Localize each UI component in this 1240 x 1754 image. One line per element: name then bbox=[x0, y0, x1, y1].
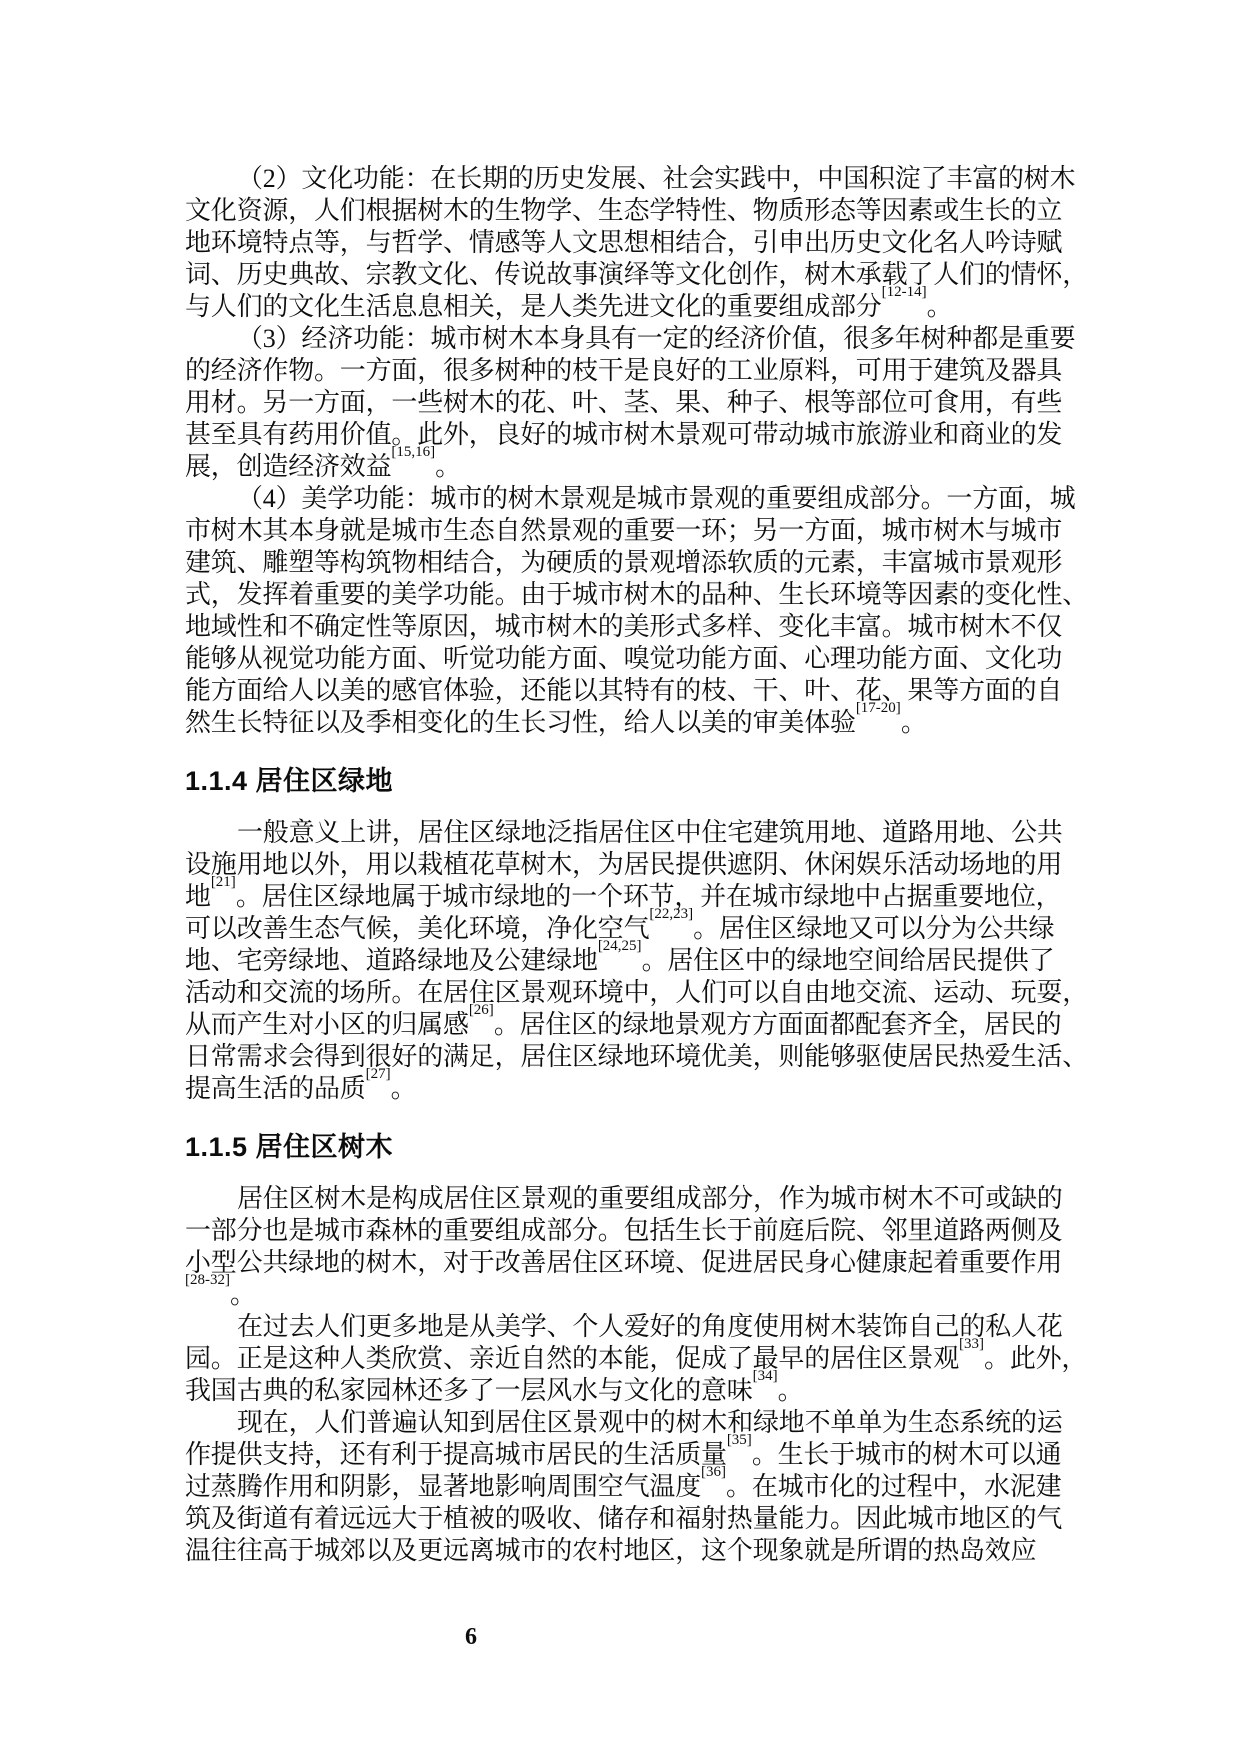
body-line: 文化资源，人们根据树木的生物学、生态学特性、物质形态等因素或生长的立 bbox=[185, 196, 1063, 225]
citation-ref: [22,23] bbox=[649, 906, 694, 923]
body-line: 建筑、雕塑等构筑物相结合，为硬质的景观增添软质的元素，丰富城市景观形 bbox=[185, 548, 1063, 577]
body-line: 提高生活的品质[27]。 bbox=[185, 1066, 417, 1103]
citation-ref: [34] bbox=[752, 1368, 778, 1385]
body-line: 居住区树木是构成居住区景观的重要组成部分，作为城市树木不可或缺的 bbox=[237, 1184, 1063, 1213]
citation-ref: [35] bbox=[726, 1432, 752, 1449]
citation-ref: [24,25] bbox=[597, 938, 642, 955]
body-line: 用材。另一方面，一些树木的花、叶、茎、果、种子、根等部位可食用，有些 bbox=[185, 388, 1063, 417]
body-line: 市树木其本身就是城市生态自然景观的重要一环；另一方面，城市树木与城市 bbox=[185, 516, 1063, 545]
body-line: 与人们的文化生活息息相关，是人类先进文化的重要组成部分[12-14]。 bbox=[185, 284, 953, 321]
document-content bbox=[185, 163, 1089, 1567]
citation-ref: [33] bbox=[959, 1336, 985, 1353]
body-line: 现在，人们普遍认知到居住区景观中的树木和绿地不单单为生态系统的运 bbox=[237, 1408, 1063, 1437]
body-line: 活动和交流的场所。在居住区景观环境中，人们可以自由地交流、运动、玩耍， bbox=[185, 978, 1089, 1007]
body-line: 然生长特征以及季相变化的生长习性，给人以美的审美体验[17-20]。 bbox=[185, 700, 927, 737]
body-line: 词、历史典故、宗教文化、传说故事演绎等文化创作，树木承载了人们的情怀， bbox=[185, 260, 1089, 289]
page-number: 6 bbox=[465, 1624, 477, 1650]
body-line: （4）美学功能：城市的树木景观是城市景观的重要组成部分。一方面，城 bbox=[237, 484, 1076, 513]
body-line: 甚至具有药用价值。此外，良好的城市树木景观可带动城市旅游业和商业的发 bbox=[185, 420, 1063, 449]
body-line: 在过去人们更多地是从美学、个人爱好的角度使用树木装饰自己的私人花 bbox=[237, 1312, 1063, 1341]
citation-ref: [12-14] bbox=[881, 284, 927, 301]
section-heading: 1.1.4 居住区绿地 bbox=[185, 766, 394, 796]
body-line: 地[21]。居住区绿地属于城市绿地的一个环节，并在城市绿地中占据重要地位， bbox=[185, 874, 1062, 911]
body-line: 地环境特点等，与哲学、情感等人文思想相结合，引申出历史文化名人吟诗赋 bbox=[185, 228, 1063, 257]
body-line: 从而产生对小区的归属感[26]。居住区的绿地景观方方面面都配套齐全，居民的 bbox=[185, 1002, 1062, 1039]
body-line: 日常需求会得到很好的满足，居住区绿地环境优美，则能够驱使居民热爱生活、 bbox=[185, 1042, 1089, 1071]
body-line: 小型公共绿地的树木，对于改善居住区环境、促进居民身心健康起着重要作用 bbox=[185, 1248, 1063, 1277]
body-line: 一部分也是城市森林的重要组成部分。包括生长于前庭后院、邻里道路两侧及 bbox=[185, 1216, 1063, 1245]
body-line: 筑及街道有着远远大于植被的吸收、储存和福射热量能力。因此城市地区的气 bbox=[185, 1504, 1063, 1533]
citation-ref: [27] bbox=[365, 1066, 391, 1083]
body-line: 地、宅旁绿地、道路绿地及公建绿地[24,25]。居住区中的绿地空间给居民提供了 bbox=[185, 938, 1055, 975]
body-line: 展，创造经济效益[15,16]。 bbox=[185, 444, 461, 481]
body-line: 的经济作物。一方面，很多树种的枝干是良好的工业原料，可用于建筑及器具 bbox=[185, 356, 1063, 385]
body-line: 温往往高于城郊以及更远离城市的农村地区，这个现象就是所谓的热岛效应 bbox=[185, 1536, 1037, 1565]
citation-ref: [21] bbox=[210, 874, 236, 891]
body-line: 作提供支持，还有利于提高城市居民的生活质量[35]。生长于城市的树木可以通 bbox=[185, 1432, 1062, 1469]
body-line: （2）文化功能：在长期的历史发展、社会实践中，中国积淀了丰富的树木 bbox=[237, 164, 1076, 193]
body-line: 地域性和不确定性等原因，城市树木的美形式多样、变化丰富。城市树木不仅 bbox=[185, 612, 1063, 641]
body-line: [28-32]。 bbox=[185, 1272, 256, 1309]
citation-ref: [15,16] bbox=[391, 444, 436, 461]
citation-ref: [28-32] bbox=[185, 1272, 230, 1289]
body-line: 园。正是这种人类欣赏、亲近自然的本能，促成了最早的居住区景观[33]。此外， bbox=[185, 1336, 1088, 1373]
body-line: 能方面给人以美的感官体验，还能以其特有的枝、干、叶、花、果等方面的自 bbox=[185, 676, 1063, 705]
body-line: 一般意义上讲，居住区绿地泛指居住区中住宅建筑用地、道路用地、公共 bbox=[237, 818, 1063, 847]
body-line: 可以改善生态气候，美化环境，净化空气[22,23]。居住区绿地又可以分为公共绿 bbox=[185, 906, 1055, 943]
body-line: 过蒸腾作用和阴影，显著地影响周围空气温度[36]。在城市化的过程中，水泥建 bbox=[185, 1464, 1062, 1501]
body-line: 式，发挥着重要的美学功能。由于城市树木的品种、生长环境等因素的变化性、 bbox=[185, 580, 1089, 609]
citation-ref: [26] bbox=[468, 1002, 494, 1019]
body-line: 我国古典的私家园林还多了一层风水与文化的意味[34]。 bbox=[185, 1368, 804, 1405]
citation-ref: [36] bbox=[701, 1464, 727, 1481]
body-line: （3）经济功能：城市树木本身具有一定的经济价值，很多年树种都是重要 bbox=[237, 324, 1076, 353]
body-line: 能够从视觉功能方面、听觉功能方面、嗅觉功能方面、心理功能方面、文化功 bbox=[185, 644, 1063, 673]
body-line: 设施用地以外，用以栽植花草树木，为居民提供遮阴、休闲娱乐活动场地的用 bbox=[185, 850, 1063, 879]
citation-ref: [17-20] bbox=[855, 700, 901, 717]
section-heading: 1.1.5 居住区树木 bbox=[185, 1132, 394, 1162]
